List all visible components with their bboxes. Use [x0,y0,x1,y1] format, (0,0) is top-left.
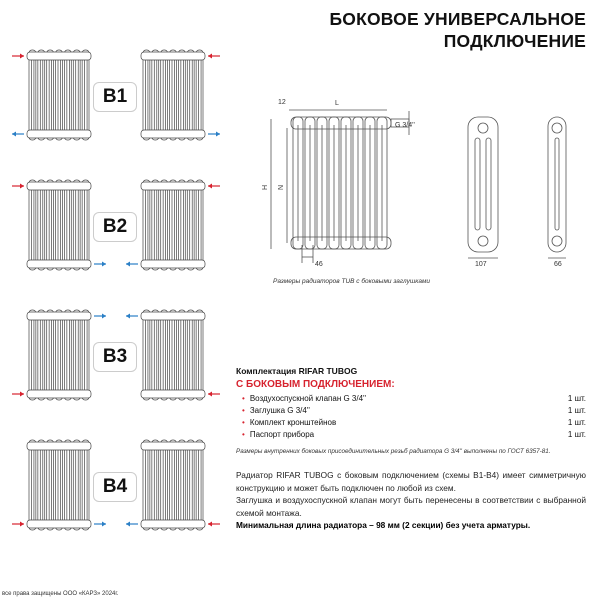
flow-arrow-icon [12,184,24,189]
copyright: все права защищены ООО «КАРЗ» 2024г. [2,591,119,597]
scheme-label: B2 [93,212,137,242]
dim-46: 46 [315,261,323,268]
kit-title: Комплектация RIFAR TUBOG [236,366,358,376]
flow-arrow-icon [94,522,106,527]
radiator-icon [27,310,91,400]
radiator-icon [141,180,205,270]
flow-arrow-icon [12,392,24,397]
kit-section [236,366,586,455]
flow-arrow-icon [94,262,106,267]
flow-arrow-icon [12,522,24,527]
flow-arrow-icon [126,522,138,527]
radiator-icon [27,440,91,530]
dim-12: 12 [278,99,286,106]
radiator-icon [27,50,91,140]
dim-66: 66 [554,261,562,268]
dimension-drawing [255,95,600,275]
radiator-icon [141,310,205,400]
dim-n: N [278,184,285,190]
flow-arrow-icon [94,314,106,319]
dim-l: L [335,100,339,107]
radiator-icon [27,180,91,270]
kit-subtitle: С БОКОВЫМ ПОДКЛЮЧЕНИЕМ: [236,379,395,390]
scheme-label: B3 [93,342,137,372]
scheme-label: B4 [93,472,137,502]
dim-h: H [262,184,269,190]
radiator-icon [141,440,205,530]
flow-arrow-icon [12,54,24,59]
radiator-icon [141,50,205,140]
drawing-caption: Размеры радиаторов TUB с боковыми заглушками [273,278,431,285]
flow-arrow-icon [208,54,220,59]
flow-arrow-icon [208,132,220,137]
kit-note: Размеры внутренних боковых присоединительных резьб радиатора G 3/4'' выполнены по ГОСТ 6357-81. [236,448,551,455]
kit-item: • Заглушка G 3/4'' 1 шт. [236,405,586,417]
scheme-label: B1 [93,82,137,112]
flow-arrow-icon [208,184,220,189]
kit-item: • Паспорт прибора 1 шт. [236,429,586,441]
flow-arrow-icon [12,132,24,137]
flow-arrow-icon [126,314,138,319]
thread-size: G 3/4'' [395,122,415,129]
dim-107: 107 [475,261,487,268]
description: Радиатор RIFAR TUBOG с боковым подключением (схемы B1-B4) имеет симметричную конструкцию и может быть подключен по любой из схем. Заглушка и воздухоспускной клапан могут быть перенесены в соответствии с выбранной схемой монтажа. Минимальная длина радиатора – 98 мм (2 секции) без учета арматуры. [236,470,586,530]
flow-arrow-icon [208,522,220,527]
flow-arrow-icon [208,392,220,397]
kit-item: • Воздухоспускной клапан G 3/4'' 1 шт. [236,393,586,405]
page-title: БОКОВОЕ УНИВЕРСАЛЬНОЕ ПОДКЛЮЧЕНИЕ [329,9,586,51]
flow-arrow-icon [126,262,138,267]
kit-item: • Комплект кронштейнов 1 шт. [236,417,586,429]
